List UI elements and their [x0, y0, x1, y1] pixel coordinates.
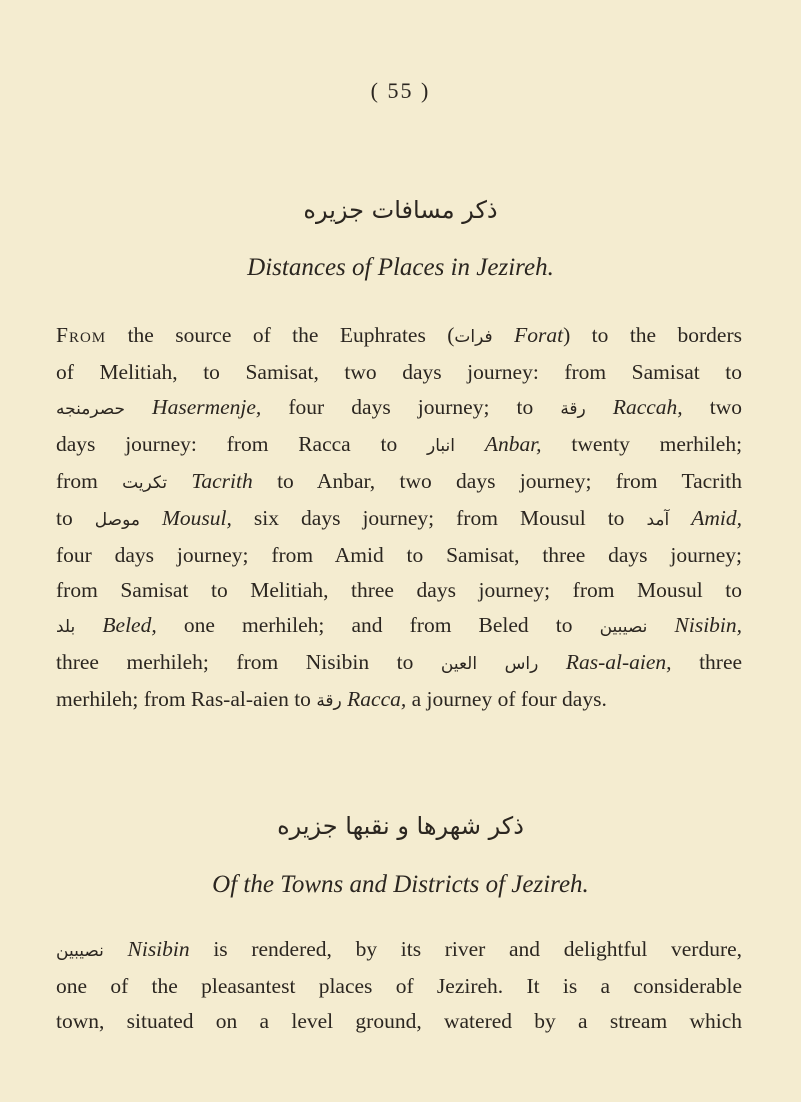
arabic-word: راس العين	[440, 654, 539, 674]
arabic-word: رقة	[560, 399, 586, 419]
text-line: نصيبين Nisibin is rendered, by its river and delightful verdure,	[56, 937, 743, 961]
arabic-word: بلد	[56, 617, 76, 637]
text-line: from Samisat to Melitiah, three days journey; from Mousul to	[56, 578, 742, 602]
arabic-word: حصرمنجه	[56, 399, 125, 419]
text-line: days journey: from Racca to انبار Anbar, twenty merhileh;	[56, 432, 743, 456]
lead-word: From	[56, 323, 107, 347]
page-number: ( 55 )	[370, 78, 431, 103]
text-line: three merhileh; from Nisibin to راس العين Ras-al-aien, three	[56, 650, 743, 674]
arabic-word: فرات	[454, 327, 493, 347]
text-line: town, situated on a level ground, watered by a stream which	[56, 1009, 742, 1033]
arabic-word: نصيبين	[599, 617, 648, 637]
text-line: from تكريت Tacrith to Anbar, two days journey; from Tacrith	[56, 469, 743, 493]
distances-paragraph	[56, 318, 742, 719]
arabic-section-title: ذكر شهرها و نقبها جزيره	[277, 812, 524, 840]
arabic-word: نصيبين	[56, 941, 104, 961]
text-line: to موصل Mousul, six days journey; from Mousul to آمد Amid,	[56, 506, 743, 530]
arabic-section-title: ذكر مسافات جزيره	[303, 196, 498, 224]
text-line: of Melitiah, to Samisat, two days journey: from Samisat to	[56, 360, 742, 384]
section-heading: Distances of Places in Jezireh.	[247, 254, 554, 281]
text-line: بلد Beled, one merhileh; and from Beled to نصيبين Nisibin,	[56, 613, 743, 637]
text-line: four days journey; from Amid to Samisat, three days journey;	[56, 543, 742, 567]
text-line: merhileh; from Ras-al-aien to رقة Racca, a journey of four days.	[56, 687, 607, 711]
arabic-word: تكريت	[122, 473, 168, 493]
arabic-word: رقة	[316, 691, 342, 711]
text-line: حصرمنجه Hasermenje, four days journey; to رقة Raccah, two	[56, 395, 743, 419]
section-heading: Of the Towns and Districts of Jezireh.	[212, 871, 589, 898]
arabic-word: موصل	[94, 510, 140, 530]
text-line: one of the pleasantest places of Jezireh. It is a considerable	[56, 974, 742, 998]
towns-paragraph	[56, 932, 742, 1039]
arabic-word: انبار	[427, 436, 456, 456]
text-line: From the source of the Euphrates (فرات Forat) to the borders	[56, 323, 743, 347]
arabic-word: آمد	[646, 510, 670, 530]
